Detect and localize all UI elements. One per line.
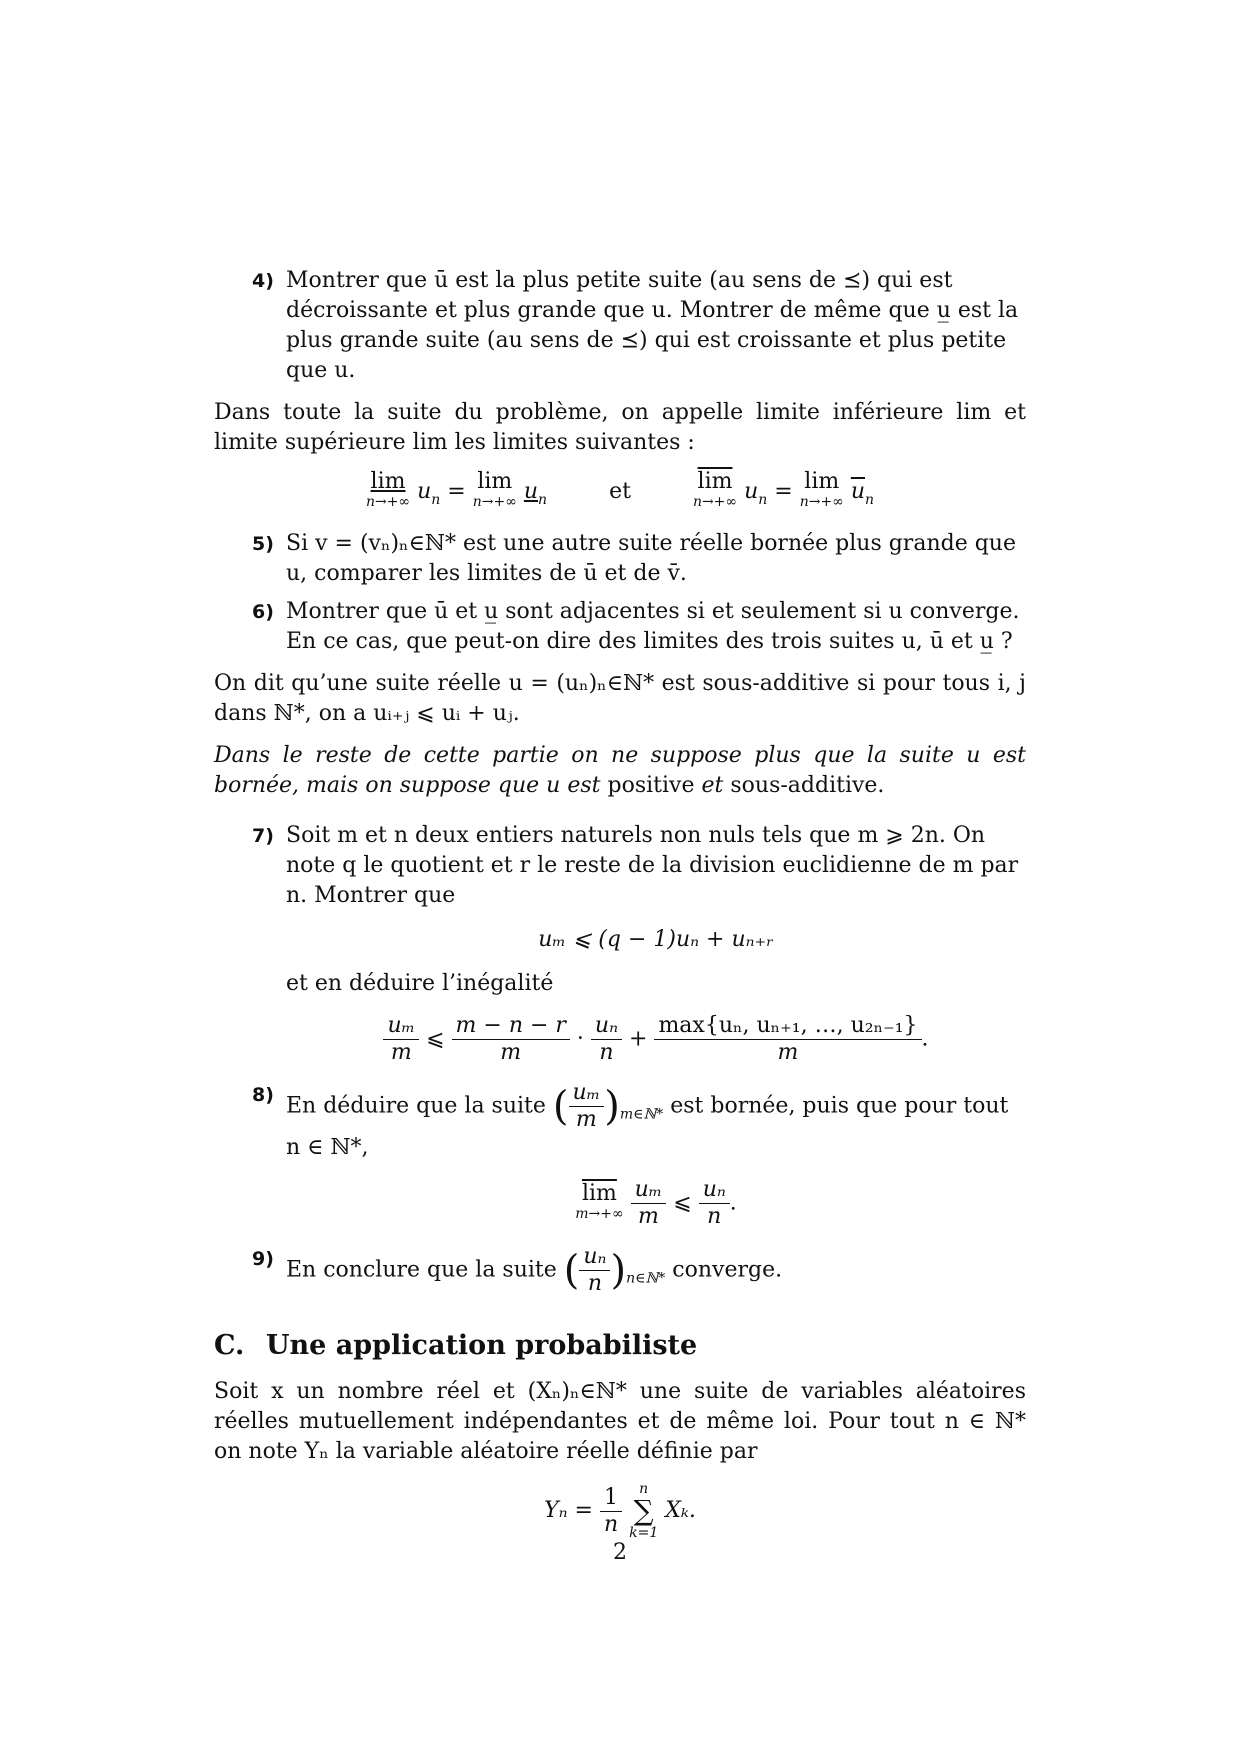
question-5 xyxy=(214,529,1026,589)
question-number: 6) xyxy=(252,601,274,623)
question-7 xyxy=(214,821,1026,1066)
lim-operator xyxy=(799,469,844,512)
question-text-a: En déduire que la suite xyxy=(286,1093,546,1119)
section-title: Une application probabiliste xyxy=(266,1330,698,1361)
lim-index: n→+∞ xyxy=(472,494,517,510)
sequence-fraction: $\frac{\text{uₙ}}{n}$ xyxy=(579,1244,610,1297)
fraction: $\frac{1}{n}$ xyxy=(600,1485,622,1538)
yn-definition: Yₙ = $\frac{1}{n}$ n ∑ k=1 Xₖ. xyxy=(544,1481,696,1541)
intro-limits: Dans toute la suite du problème, on appelle limite inférieure lim et limite supérieure lim les limites suivantes : xyxy=(214,400,1026,455)
lim-index: n→+∞ xyxy=(692,494,738,510)
inequality-2: $\frac{\text{uₘ}}{m}$ ⩽ $\frac{m - n - r}{m}$ · $\frac{\text{uₙ}}{n}$ + $\frac{\text{max\{uₙ, uₙ₊₁, …, u₂ₙ₋₁\}}}{m}$ . xyxy=(286,1013,1026,1066)
lim-word: lim xyxy=(804,469,840,494)
fraction: $\frac{\text{max\{uₙ, uₙ₊₁, …, u₂ₙ₋₁\}}}{m}$ xyxy=(654,1013,921,1066)
inequality-1: uₘ ⩽ (q − 1)uₙ + uₙ₊ᵣ xyxy=(538,927,774,952)
et-word: et xyxy=(609,479,631,504)
sous-additive-definition: On dit qu’une suite réelle u = (uₙ)ₙ∈ℕ* est sous-additive si pour tous i, j dans ℕ*, on a uᵢ₊ⱼ ⩽ uᵢ + uⱼ. xyxy=(214,671,1026,726)
limsup-operator: $\overline{lim}$ m→+∞ xyxy=(575,1180,624,1222)
question-number: 9) xyxy=(252,1248,274,1270)
fraction: $\frac{m - n - r}{m}$ xyxy=(452,1013,570,1066)
question-number: 4) xyxy=(252,270,274,292)
question-6 xyxy=(214,597,1026,657)
limsup-operator xyxy=(692,469,738,512)
question-text: Montrer que ū est la plus petite suite (au sens de ⪯) qui est décroissante et plus grande que u. Montrer de même que u̲ est la plus grande suite (au sens de ⪯) qui est croissante et plus petite que u. xyxy=(286,268,1019,383)
fraction: $\frac{\text{uₘ}}{m}$ xyxy=(631,1177,667,1230)
intro-section-c: Soit x un nombre réel et (Xₙ)ₙ∈ℕ* une suite de variables aléatoires réelles mutuellement indépendantes et de même loi. Pour tout n ∈ ℕ* on note Yₙ la variable aléatoire réelle définie par xyxy=(214,1379,1026,1464)
then-text: et en déduire l’inégalité xyxy=(286,971,554,996)
question-text: Si v = (vₙ)ₙ∈ℕ* est une autre suite réelle bornée plus grande que u, comparer les limites de ū et de v̄. xyxy=(286,531,1016,586)
question-text-b: converge. xyxy=(672,1257,783,1283)
question-text-b: est bornée, puis que pour tout n ∈ ℕ*, xyxy=(286,1093,1009,1160)
assumption: Dans le reste de cette partie on ne suppose plus que la suite u est bornée, mais on suppose que u est positive et sous-additive. xyxy=(214,743,1026,798)
question-text: Soit m et n deux entiers naturels non nuls tels que m ⩾ 2n. On note q le quotient et r le reste de la division euclidienne de m par n. Montrer que xyxy=(286,823,1019,908)
section-heading xyxy=(214,1331,1026,1361)
question-text: Montrer que ū et u̲ sont adjacentes si et seulement si u converge. En ce cas, que peut-on dire des limites des trois suites u, ū et u̲ ? xyxy=(286,599,1020,654)
sum-operator: n ∑ k=1 xyxy=(629,1481,659,1541)
limit-definitions: lim n→+∞ $u_n$ = lim n→+∞ $u_n$ et $\overline{lim}$ n→+∞ $u_n$ = lim n→+∞ $\overline{u}_n$ xyxy=(365,469,875,510)
lim-word: $\overline{lim}$ xyxy=(697,469,733,494)
lim-index: n→+∞ xyxy=(365,494,411,510)
fraction: $\frac{\text{uₘ}}{m}$ xyxy=(383,1013,419,1066)
question-text-a: En conclure que la suite xyxy=(286,1257,557,1283)
fraction: $\frac{\text{uₙ}}{n}$ xyxy=(591,1013,622,1066)
limsup-inequality: $\overline{lim}$ m→+∞ $\frac{\text{uₘ}}{m}$ ⩽ $\frac{\text{uₙ}}{n}$ . xyxy=(575,1177,737,1229)
question-8: 8) En déduire que la suite ( $\frac{\text{uₘ}}{m}$ )$_{m\in ℕ*}$ est bornée, puis que pour tout n ∈ ℕ*, $\overline{lim}$ m→+∞ $\frac{\text{uₘ}}{m}$ ⩽ $\frac{\text{uₙ}}{n}$ . xyxy=(214,1080,1026,1230)
question-number: 8) xyxy=(252,1084,274,1106)
section-number: C. xyxy=(214,1330,245,1361)
question-9: 9) En conclure que la suite ( $\frac{\text{uₙ}}{n}$ )$_{n\in ℕ*}$ converge. xyxy=(252,1244,783,1296)
content xyxy=(214,266,1026,1555)
lim-word: lim xyxy=(370,469,406,494)
question-number: 7) xyxy=(252,825,274,847)
sequence-fraction: $\frac{\text{uₘ}}{m}$ xyxy=(569,1080,605,1133)
question-4 xyxy=(214,266,1026,386)
question-number: 5) xyxy=(252,533,274,555)
lim-word: lim xyxy=(477,469,513,494)
fraction: $\frac{\text{uₙ}}{n}$ xyxy=(699,1177,730,1230)
page-number: 2 xyxy=(613,1540,627,1565)
liminf-operator xyxy=(365,469,411,512)
lim-operator xyxy=(472,469,517,512)
lim-index: n→+∞ xyxy=(799,494,844,510)
